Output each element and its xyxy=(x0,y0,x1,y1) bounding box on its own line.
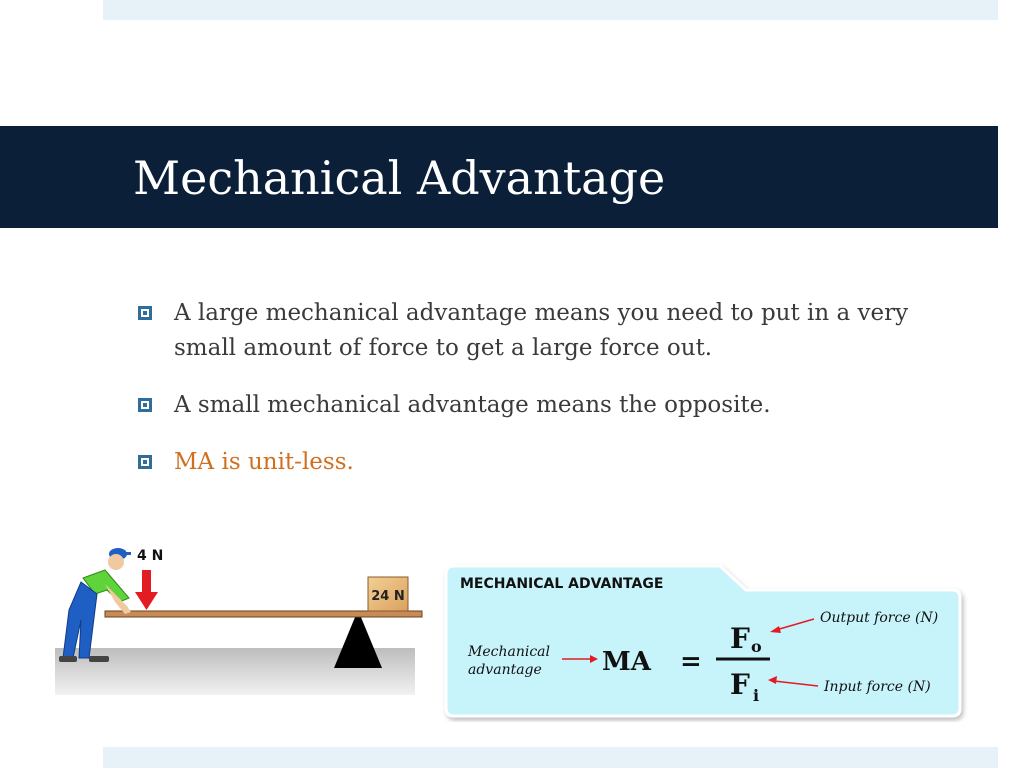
denominator-symbol: F xyxy=(730,668,750,701)
input-force-label-formula: Input force (N) xyxy=(824,679,931,695)
bullet-item xyxy=(138,388,958,423)
lever-board xyxy=(105,611,422,617)
ma-symbol: MA xyxy=(602,647,651,677)
output-force-label: Output force (N) xyxy=(820,610,939,626)
numerator-symbol: F xyxy=(730,622,750,655)
bottom-decor-band xyxy=(103,747,998,768)
ma-label-line1: Mechanical xyxy=(468,644,550,660)
bullet-list xyxy=(138,296,958,502)
square-bullet-icon xyxy=(138,398,152,412)
equals-sign: = xyxy=(680,647,702,677)
fulcrum-triangle xyxy=(334,610,382,668)
bullet-item xyxy=(138,296,958,366)
load-box xyxy=(368,577,408,611)
slide-title: Mechanical Advantage xyxy=(133,151,666,205)
numerator-subscript: o xyxy=(751,637,762,656)
ma-label-line2: advantage xyxy=(468,662,542,678)
lever-illustration xyxy=(55,540,425,695)
bullet-item-highlight xyxy=(138,445,958,480)
bullet-text: A large mechanical advantage means you need to put in a very small amount of force to get a large force out. xyxy=(174,300,909,361)
input-force-arrow-icon xyxy=(135,570,158,610)
input-force-label: 4 N xyxy=(137,548,164,564)
denominator-subscript: i xyxy=(753,686,760,705)
formula-heading: MECHANICAL ADVANTAGE xyxy=(460,576,664,592)
formula-card xyxy=(440,560,968,722)
bullet-text: A small mechanical advantage means the opposite. xyxy=(174,392,771,418)
top-decor-band xyxy=(103,0,998,20)
bullet-text: MA is unit-less. xyxy=(174,449,354,475)
square-bullet-icon xyxy=(138,455,152,469)
person-pushing-icon xyxy=(59,548,131,662)
formula-card-graphic xyxy=(440,560,968,722)
square-bullet-icon xyxy=(138,306,152,320)
load-label: 24 N xyxy=(371,589,405,604)
